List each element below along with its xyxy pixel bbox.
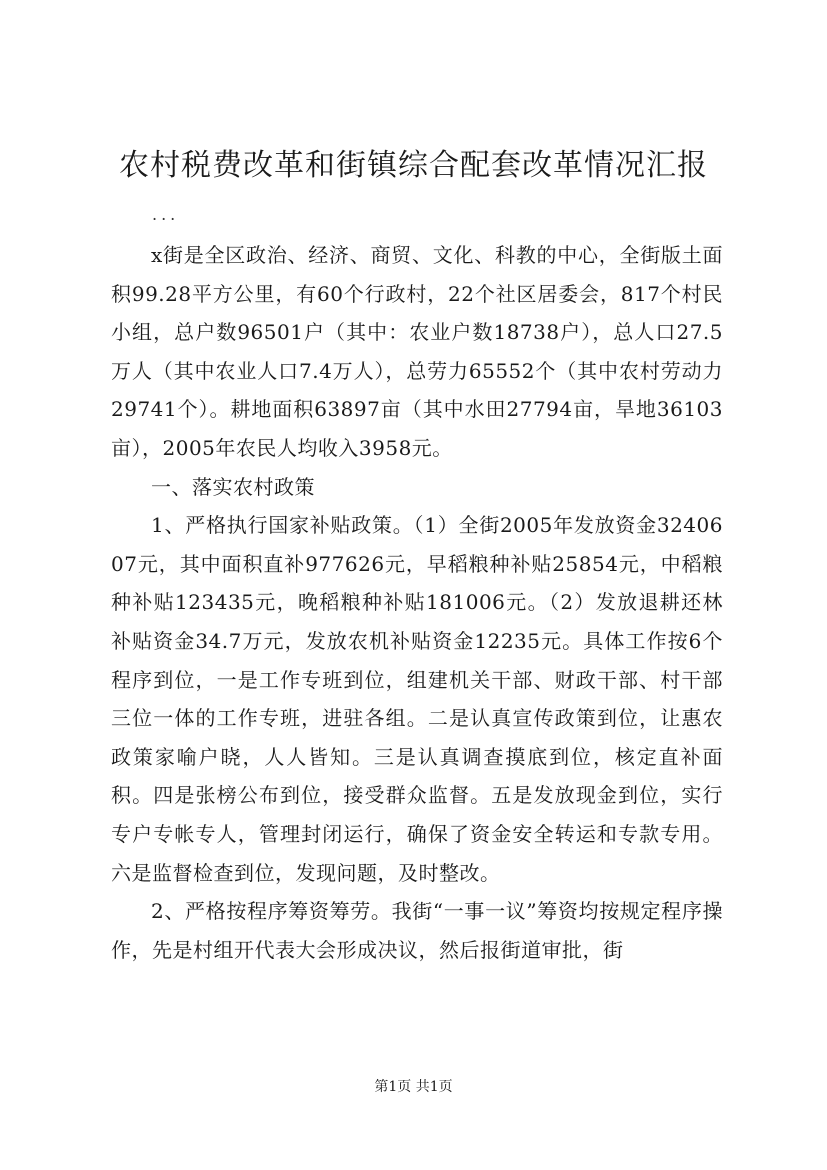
document-body <box>111 236 723 969</box>
ellipsis-text: ... <box>152 205 180 224</box>
page-footer: 第1页 共1页 <box>374 1079 453 1095</box>
section-heading: 一、落实农村政策 <box>151 474 315 499</box>
paragraph-fundraising: 2、严格按程序筹资筹劳。我街“一事一议”筹资均按规定程序操作，先是村组开代表大会形成决议，然后报街道审批，街 <box>111 899 723 962</box>
paragraph-subsidy-policy: 1、严格执行国家补贴政策。（1）全街2005年发放资金3240607元，其中面积直补977626元，早稻粮种补贴25854元，中稻粮种补贴123435元，晚稻粮种补贴181006元。（2）发放退耕还林补贴资金34.7万元，发放农机补贴资金12235元。具体工作按6个程序到位，一是工作专班到位，组建机关干部、财政干部、村干部三位一体的工作专班，进驻各组。二是认真宣传政策到位，让惠农政策家喻户晓，人人皆知。三是认真调查摸底到位，核定直补面积。四是张榜公布到位，接受群众监督。五是发放现金到位，实行专户专帐专人，管理封闭运行，确保了资金安全转运和专款专用。六是监督检查到位，发现问题，及时整改。 <box>111 513 723 885</box>
document-title: 农村税费改革和街镇综合配套改革情况汇报 <box>119 148 708 183</box>
paragraph-overview: x街是全区政治、经济、商贸、文化、科教的中心，全街版土面积99.28平方公里，有60个行政村，22个社区居委会，817个村民小组，总户数96501户（其中：农业户数18738户），总人口27.5万人（其中农业人口7.4万人），总劳力65552个（其中农村劳动力29741个）。耕地面积63897亩（其中水田27794亩，旱地36103亩），2005年农民人均收入3958元。 <box>111 243 723 460</box>
